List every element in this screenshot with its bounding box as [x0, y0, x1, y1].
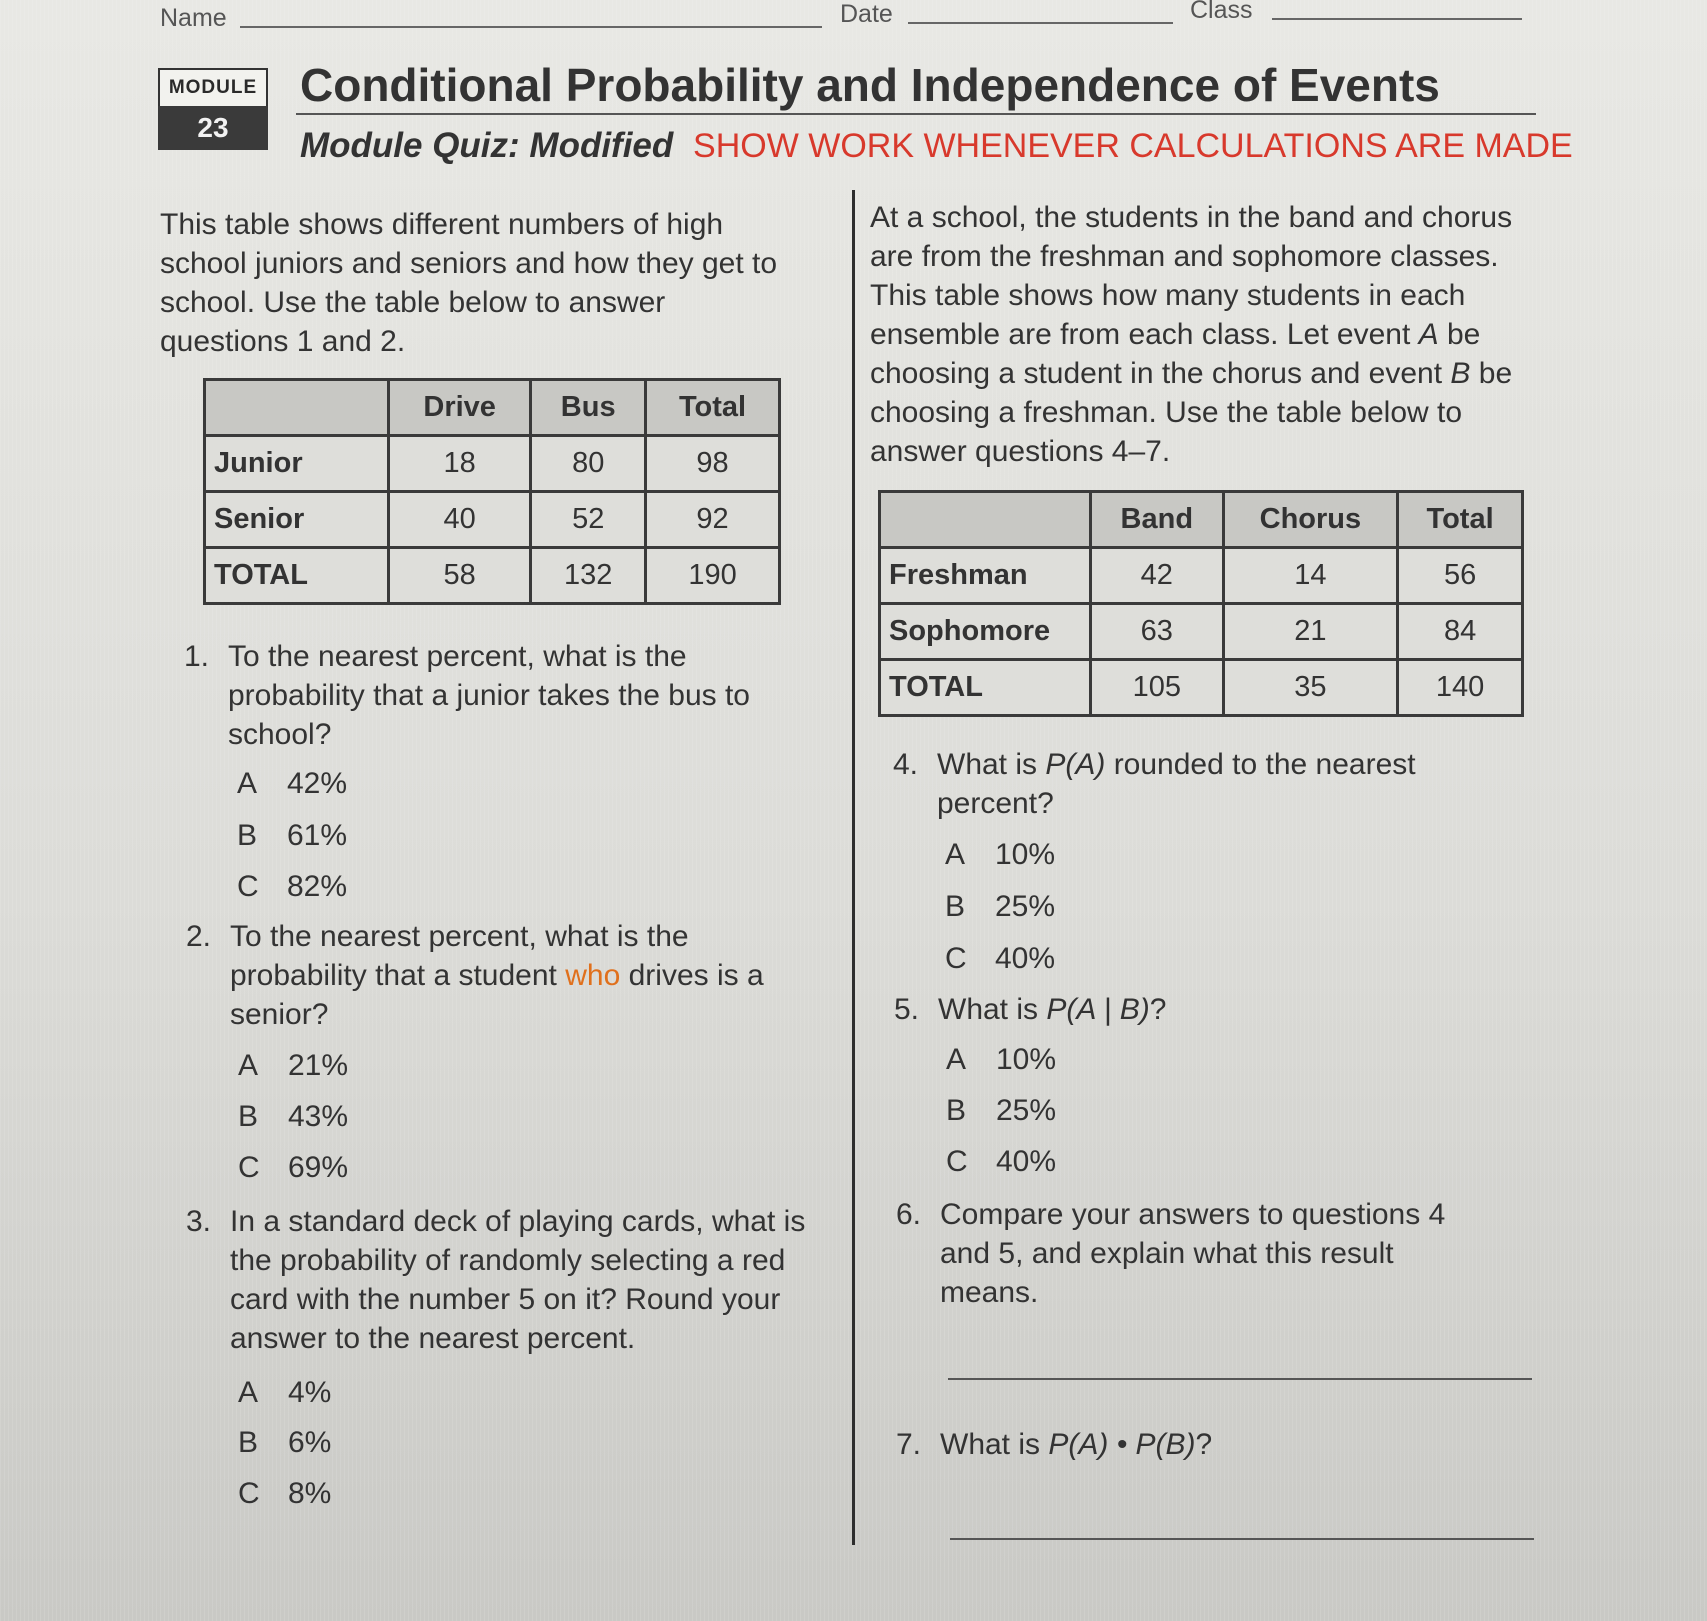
module-number: 23	[158, 106, 268, 150]
column-divider	[852, 190, 855, 1545]
table-row	[880, 548, 1523, 604]
table-cell: Freshman	[880, 548, 1091, 604]
right-intro	[870, 198, 1530, 471]
table-row	[205, 548, 780, 604]
q4-option-c[interactable]	[945, 942, 1055, 976]
table-cell: Senior	[205, 492, 389, 548]
option-value: 25%	[995, 890, 1056, 923]
class-line[interactable]	[1272, 18, 1522, 20]
q4-option-a[interactable]	[945, 838, 1055, 872]
question-expression: P(A) • P(B)	[1048, 1428, 1196, 1461]
question-text: What is	[938, 993, 1047, 1026]
option-value: 21%	[288, 1049, 349, 1082]
table-cell: 35	[1223, 660, 1398, 716]
intro-text: be choosing a freshman. Use the table below to answer questions 4–7.	[870, 357, 1513, 468]
class-label: Class	[1190, 0, 1253, 24]
q3-option-b[interactable]	[238, 1426, 331, 1460]
question-text: To the nearest percent, what is the probability that a student	[230, 920, 689, 992]
table-cell: 56	[1398, 548, 1523, 604]
table-header-cell: Chorus	[1223, 492, 1398, 548]
table-cell: 52	[531, 492, 646, 548]
q1-option-b[interactable]	[237, 819, 347, 853]
q2-option-b[interactable]	[238, 1100, 348, 1134]
left-intro: This table shows different numbers of high school juniors and seniors and how they get to school. Use the table below to answer questions 1 and 2.	[160, 208, 778, 358]
module-label: MODULE	[158, 68, 268, 106]
name-line[interactable]	[240, 26, 822, 28]
option-letter: B	[946, 1094, 967, 1127]
transport-table	[203, 378, 781, 605]
table-row	[205, 492, 780, 548]
option-value: 40%	[996, 1145, 1057, 1178]
option-letter: C	[946, 1145, 968, 1178]
table-row	[880, 604, 1523, 660]
option-value: 43%	[288, 1100, 349, 1133]
date-line[interactable]	[908, 22, 1173, 24]
question-number: 3.	[186, 1205, 212, 1238]
option-value: 82%	[287, 870, 348, 903]
question-text: ?	[1149, 993, 1167, 1026]
option-letter: B	[237, 819, 258, 852]
q4-option-b[interactable]	[945, 890, 1055, 924]
q5-option-a[interactable]	[946, 1043, 1056, 1077]
option-letter: C	[238, 1477, 260, 1510]
q7-answer-line[interactable]	[950, 1538, 1534, 1540]
option-value: 42%	[287, 767, 348, 800]
question-text: What is	[940, 1428, 1049, 1461]
question-number: 7.	[896, 1428, 922, 1461]
table-header-cell	[880, 492, 1091, 548]
table-cell: Junior	[205, 436, 389, 492]
date-label: Date	[840, 0, 893, 28]
option-value: 6%	[288, 1426, 332, 1459]
table-header-cell: Band	[1091, 492, 1224, 548]
question-2	[186, 917, 830, 1034]
table-row	[880, 660, 1523, 716]
question-7	[896, 1425, 1500, 1464]
table-cell: 42	[1091, 548, 1224, 604]
q1-option-a[interactable]	[237, 767, 347, 801]
question-text: Compare your answers to questions 4 and 5, and explain what this result means.	[940, 1198, 1446, 1309]
table-cell: 58	[389, 548, 531, 604]
option-letter: A	[238, 1049, 259, 1082]
table-header-row	[205, 380, 780, 436]
subtitle-main: Module Quiz: Modified	[300, 126, 674, 165]
table-header-cell	[205, 380, 389, 436]
question-number: 2.	[186, 920, 212, 953]
module-badge	[158, 68, 268, 148]
option-letter: A	[238, 1376, 259, 1409]
option-value: 8%	[288, 1477, 332, 1510]
option-letter: A	[946, 1043, 967, 1076]
option-letter: A	[237, 767, 258, 800]
table-cell: Sophomore	[880, 604, 1091, 660]
question-text: In a standard deck of playing cards, what is the probability of randomly selecting a red card with the number 5 on it? Round your answer to the nearest percent.	[230, 1205, 806, 1355]
table-header-cell: Total	[646, 380, 780, 436]
subtitle-note: SHOW WORK WHENEVER CALCULATIONS ARE MADE	[693, 127, 1573, 165]
question-5	[894, 990, 1498, 1029]
intro-text: be choosing a student in the chorus and event	[870, 318, 1481, 390]
page-title: Conditional Probability and Independence of Events	[300, 59, 1440, 111]
question-number: 1.	[184, 640, 210, 673]
table-cell: 40	[389, 492, 531, 548]
table-cell: 80	[531, 436, 646, 492]
q1-option-c[interactable]	[237, 870, 347, 904]
table-cell: 92	[646, 492, 780, 548]
event-b: B	[1450, 357, 1471, 390]
table-cell: 63	[1091, 604, 1224, 660]
highlighted-word: who	[565, 959, 621, 992]
table-cell: 132	[531, 548, 646, 604]
option-value: 10%	[995, 838, 1056, 871]
option-value: 25%	[996, 1094, 1057, 1127]
table-cell: 98	[646, 436, 780, 492]
q2-option-c[interactable]	[238, 1151, 348, 1185]
name-label: Name	[160, 4, 227, 32]
question-text: rounded to the nearest percent?	[937, 748, 1416, 820]
option-value: 61%	[287, 819, 348, 852]
q3-option-a[interactable]	[238, 1376, 331, 1410]
question-expression: P(A)	[1045, 748, 1106, 781]
question-text: What is	[937, 748, 1046, 781]
page-subtitle	[300, 126, 1573, 166]
question-number: 6.	[896, 1198, 922, 1231]
question-3	[186, 1202, 840, 1358]
table-cell: 190	[646, 548, 780, 604]
table-cell: 105	[1091, 660, 1224, 716]
table-cell: 18	[389, 436, 531, 492]
option-value: 4%	[288, 1376, 332, 1409]
question-expression: P(A | B)	[1046, 993, 1150, 1026]
q6-answer-line[interactable]	[948, 1378, 1532, 1380]
intro-text: At a school, the students in the band and chorus are from the freshman and sophomore classes. This table shows how many students in each ensemble are from each class. Let event	[870, 201, 1513, 351]
question-number: 5.	[894, 993, 920, 1026]
table-header-cell: Drive	[389, 380, 531, 436]
question-number: 4.	[893, 748, 919, 781]
title-rule	[296, 113, 1536, 115]
question-6	[896, 1195, 1500, 1312]
table-cell: 21	[1223, 604, 1398, 660]
question-4	[893, 745, 1497, 823]
table-cell: 140	[1398, 660, 1523, 716]
option-letter: C	[945, 942, 967, 975]
table-header-cell: Total	[1398, 492, 1523, 548]
option-letter: C	[237, 870, 259, 903]
option-value: 40%	[995, 942, 1056, 975]
question-text: To the nearest percent, what is the probability that a junior takes the bus to school?	[228, 640, 750, 751]
event-a: A	[1418, 318, 1439, 351]
ensemble-table	[878, 490, 1524, 717]
option-value: 69%	[288, 1151, 349, 1184]
table-cell: TOTAL	[880, 660, 1091, 716]
question-text: drives is a senior?	[230, 959, 764, 1031]
question-text: ?	[1195, 1428, 1213, 1461]
table-header-cell: Bus	[531, 380, 646, 436]
option-letter: C	[238, 1151, 260, 1184]
q3-option-c[interactable]	[238, 1477, 331, 1511]
question-1	[184, 637, 808, 754]
table-row	[205, 436, 780, 492]
q5-option-b[interactable]	[946, 1094, 1056, 1128]
table-cell: 14	[1223, 548, 1398, 604]
option-letter: B	[238, 1426, 259, 1459]
table-cell: 84	[1398, 604, 1523, 660]
option-letter: B	[238, 1100, 259, 1133]
option-value: 10%	[996, 1043, 1057, 1076]
table-cell: TOTAL	[205, 548, 389, 604]
option-letter: A	[945, 838, 966, 871]
q5-option-c[interactable]	[946, 1145, 1056, 1179]
q2-option-a[interactable]	[238, 1049, 348, 1083]
table-header-row	[880, 492, 1523, 548]
option-letter: B	[945, 890, 966, 923]
